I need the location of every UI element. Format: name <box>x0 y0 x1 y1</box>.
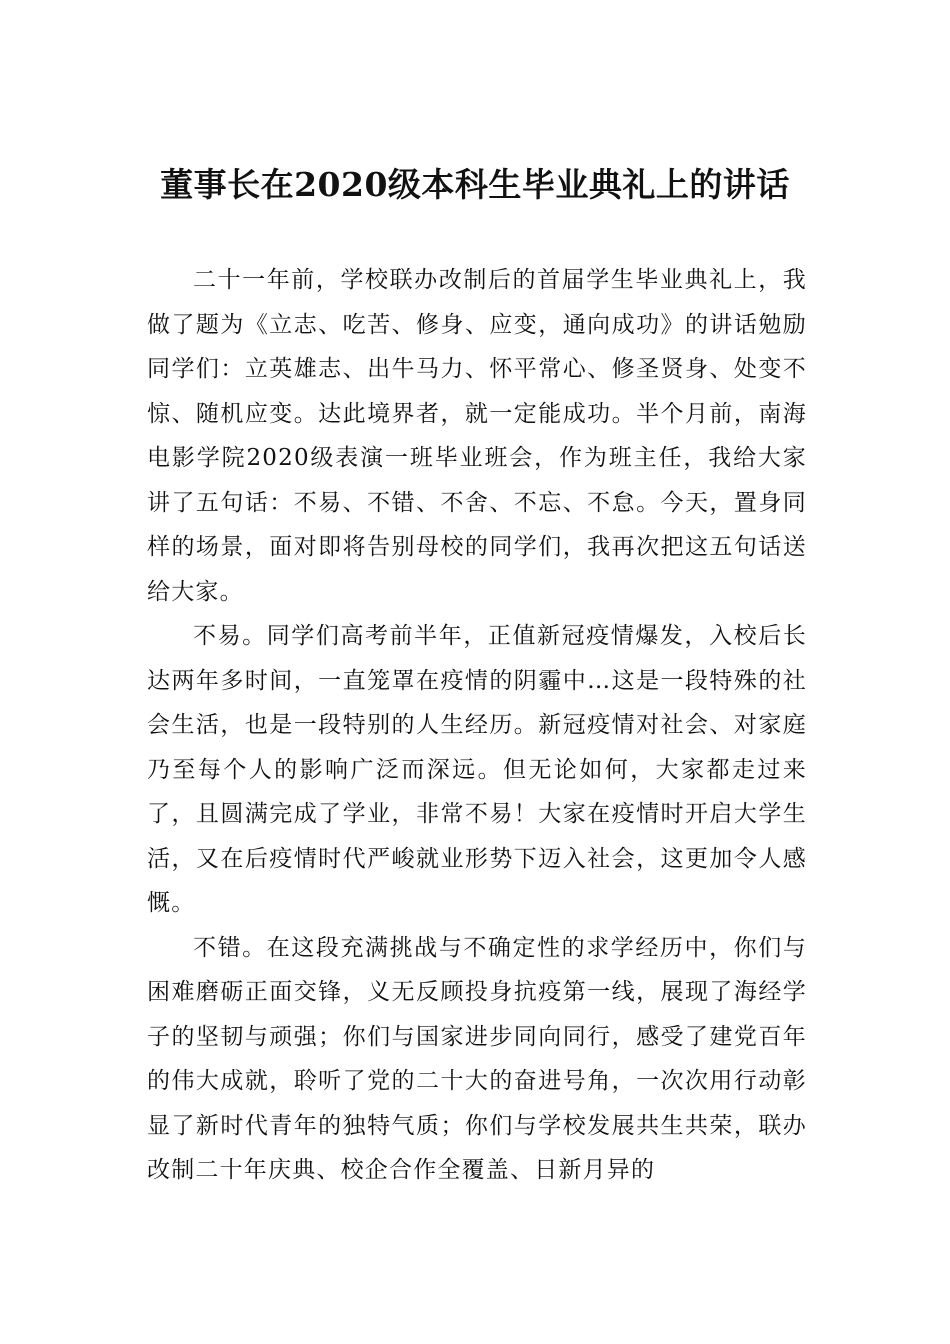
paragraph-intro <box>147 258 807 614</box>
paragraph-text: 二十一年前，学校联办改制后的首届学生毕业典礼上，我做了题为《立志、吃苦、修身、应变，通向成功》的讲话勉励同学们：立英雄志、出牛马力、怀平常心、修圣贤身、处变不惊、随机应变。达此境界者，就一定能成功。半个月前，南海电影学院2020级表演一班毕业班会，作为班主任，我给大家讲了五句话：不易、不错、不舍、不忘、不怠。今天，置身同样的场景，面对即将告别母校的同学们，我再次把这五句话送给大家。 <box>147 267 807 605</box>
paragraph-text: 在这段充满挑战与不确定性的求学经历中，你们与困难磨砺正面交锋，义无反顾投身抗疫第一线，展现了海经学子的坚韧与顽强；你们与国家进步同向同行，感受了建党百年的伟大成就，聆听了党的二十大的奋进号角，一次次用行动彰显了新时代青年的独特气质；你们与学校发展共生共荣，联办改制二十年庆典、校企合作全覆盖、日新月异的 <box>147 934 807 1183</box>
paragraph-lead-buyi: 不易。 <box>193 623 267 649</box>
paragraph-lead-bucuo: 不错。 <box>193 934 267 961</box>
paragraph-buyi <box>147 614 807 926</box>
paragraph-bucuo <box>147 926 807 1193</box>
document-title: 董事长在2020级本科生毕业典礼上的讲话 <box>160 165 790 204</box>
paragraph-text: 同学们高考前半年，正值新冠疫情爆发，入校后长达两年多时间，一直笼罩在疫情的阴霾中…这是一段特殊的社会生活，也是一段特别的人生经历。新冠疫情对社会、对家庭乃至每个人的影响广泛而深远。但无论如何，大家都走过来了，且圆满完成了学业，非常不易！大家在疫情时开启大学生活，又在后疫情时代严峻就业形势下迈入社会，这更加令人感慨。 <box>147 623 807 916</box>
document-body <box>147 258 807 1193</box>
